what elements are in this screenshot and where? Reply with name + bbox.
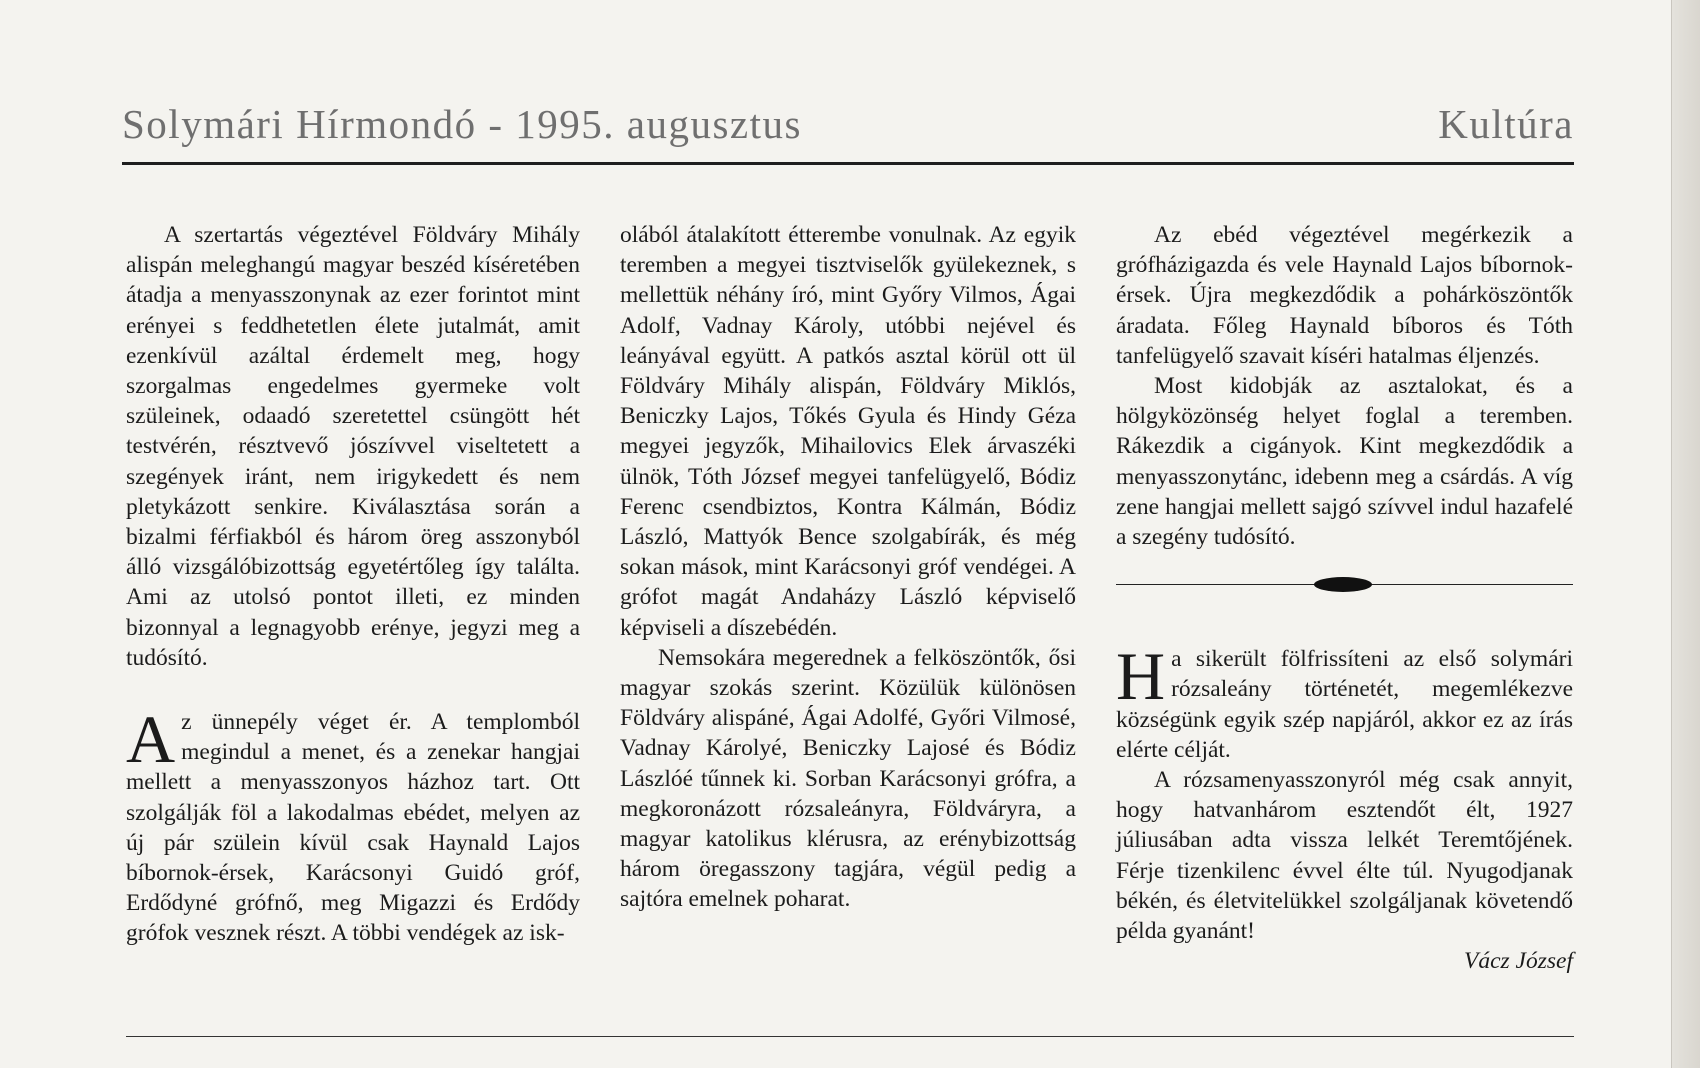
divider-ornament-icon [1314,577,1372,592]
article-column-3 [1116,220,1573,976]
paragraph: A szertartás végeztével Földváry Mihály alispán meleghangú magyar beszéd kíséretében átadja a menyasszonynak az ezer forintot mint erényei s feddhetetlen élete jutalmát, amit ezenkívül azáltal érdemelt meg, hogy szorgalmas engedelmes gyermeke volt szüleinek, odaadó szeretettel csüngött hét testvérén, résztvevő jószívvel viseltetett a szegények iránt, nem irigykedett és nem pletykázott senkire. Kiválasztása során a bizalmi férfiakból és három öreg asszonyból álló vizsgálóbizottság egyetértőleg így találta. Ami az utolsó pontot illeti, ez minden bizonnyal a legnagyobb erénye, jegyzi meg a tudósító. [126,222,580,671]
paragraph: A rózsamenyasszonyról még csak annyit, hogy hatvanhárom esztendőt élt, 1927 júliusában adta vissza lelkét Teremtőjének. Férje tizenkilenc évvel élte túl. Nyugodjanak békén, és életvitelükkel szolgáljanak követendő példa gyanánt! [1116,767,1573,945]
author-signature: Vácz József [1464,948,1573,975]
paragraph: Most kidobják az asztalokat, és a hölgyközönség helyet foglal a teremben. Rákezdik a cigányok. Kint megkezdődik a menyasszonytánc, idebenn meg a csárdás. A víg zene hangjai mellett sajgó szívvel indul hazafelé a szegény tudósító. [1116,373,1573,551]
page-edge [1671,0,1700,1068]
paragraph: Nemsokára megerednek a felköszöntők, ősi magyar szokás szerint. Közülük különösen Földváry alispáné, Ágai Adolfé, Győri Vilmosé, Vadnay Károlyé, Beniczky Lajosé és Bódiz Lászlóé tűnnek ki. Sorban Karácsonyi grófra, a megkoronázott rózsaleányra, Földváryra, a magyar katolikus klérusra, az erénybizottság három öregasszony tagjára, végül pedig a sajtóra emelnek poharat. [620,644,1076,913]
header-rule [122,162,1574,165]
paragraph-with-dropcap [126,701,580,949]
section-name: Kultúra [1438,101,1574,147]
article-column-2 [620,220,1076,915]
paragraph: Az ebéd végeztével megérkezik a grófházigazda és vele Haynald Lajos bíbornok-érsek. Újra megkezdődik a pohárköszöntők áradata. Főleg Haynald bíboros és Tóth tanfelügyelő szavait kíséri hatalmas éljenzés. [1116,222,1573,369]
paragraph-with-dropcap [1116,638,1573,765]
paragraph: olából átalakított étterembe vonulnak. Az egyik teremben a megyei tisztviselők gyülekeznek, s mellettük néhány író, mint Győry Vilmos, Ágai Adolf, Vadnay Károly, utóbbi nejével és leányával együtt. A patkós asztal körül ott ül Földváry Mihály alispán, Földváry Miklós, Beniczky Lajos, Tőkés Gyula és Hindy Géza megyei jegyzők, Mihailovics Elek árvaszéki ülnök, Tóth József megyei tanfelügyelő, Bódiz Ferenc csendbiztos, Kontra Kálmán, Bódiz László, Mattyók Bence szolgabírák, és még sokan mások, mint Karácsonyi gróf vendégei. A grófot magát Andaházy László képviselő képviseli a díszebédén. [620,222,1076,641]
paragraph-text: a sikerült fölfrissíteni az első solymári rózsaleány történetét, megemlékezve községünk egyik szép napjáról, akkor ez az írás elérte célját. [1116,646,1573,763]
page-header [122,100,1574,150]
section-divider-ornament [1116,574,1573,596]
article-column-1 [126,220,580,949]
drop-cap: H [1116,638,1166,715]
footer-rule [126,1036,1574,1037]
paragraph-text: z ünnepély véget ér. A templomból megindul a menet, és a zenekar hangjai mellett a menyasszonyos házhoz tart. Ott szolgálják föl a lakodalmas ebédet, melyen az új pár szülein kívül csak Haynald Lajos bíbornok-érsek, Karácsonyi Guidó gróf, Erdődyné grófnő, meg Migazzi és Erdődy grófok vesznek részt. A többi vendégek az isk- [126,709,580,947]
drop-cap: A [126,701,176,778]
publication-title: Solymári Hírmondó - 1995. augusztus [122,101,802,147]
paragraph-gap [126,673,580,707]
